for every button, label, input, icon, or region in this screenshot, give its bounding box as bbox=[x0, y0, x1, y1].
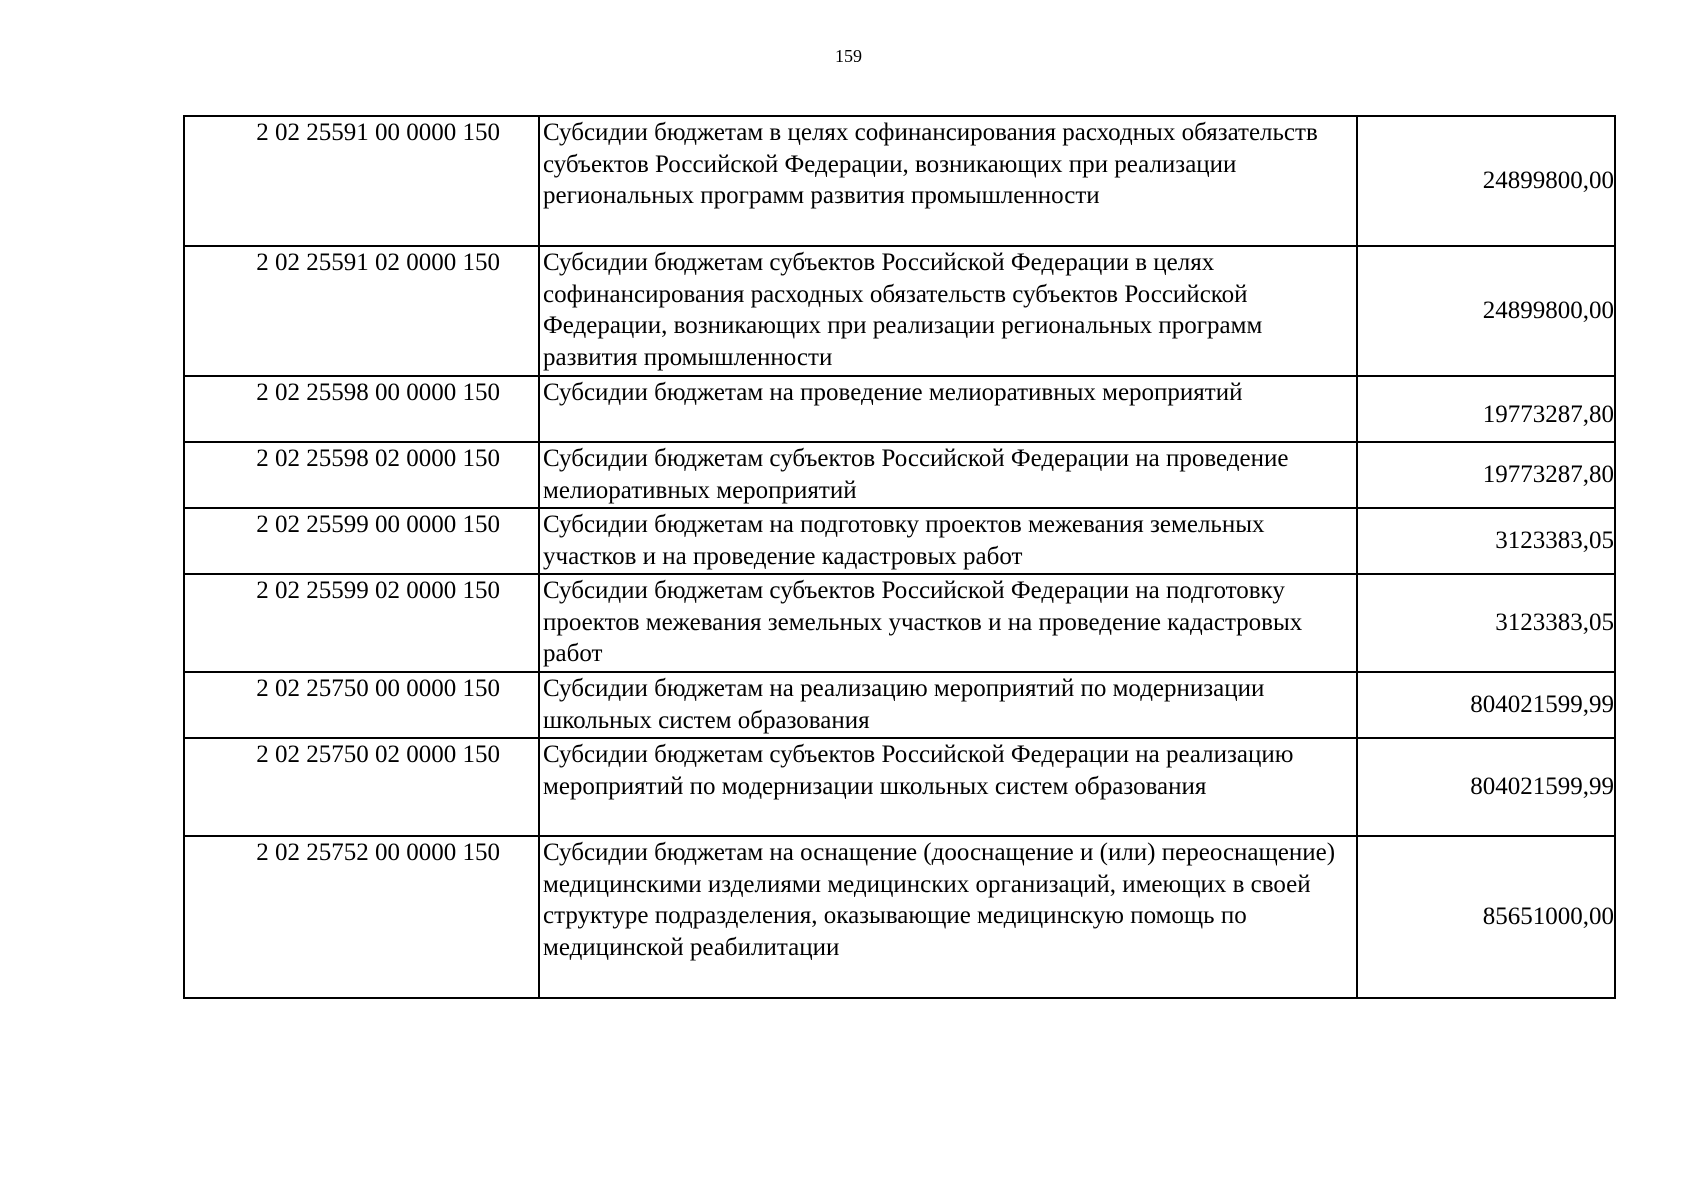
amount-cell: 19773287,80 bbox=[1357, 376, 1615, 442]
revenue-name-cell: Субсидии бюджетам на реализацию мероприятий по модернизации школьных систем образования bbox=[539, 672, 1357, 738]
revenue-name-cell: Субсидии бюджетам субъектов Российской Федерации в целях софинансирования расходных обязательств субъектов Российской Федерации, возникающих при реализации региональных программ развития промышленности bbox=[539, 246, 1357, 376]
revenue-name-cell: Субсидии бюджетам на подготовку проектов межевания земельных участков и на проведение кадастровых работ bbox=[539, 508, 1357, 574]
revenue-name-cell: Субсидии бюджетам субъектов Российской Федерации на реализацию мероприятий по модернизации школьных систем образования bbox=[539, 738, 1357, 836]
budget-code-cell: 2 02 25752 00 0000 150 bbox=[184, 836, 539, 998]
amount-cell: 24899800,00 bbox=[1357, 116, 1615, 246]
table-row bbox=[184, 442, 1615, 508]
table-row bbox=[184, 376, 1615, 442]
amount-cell: 85651000,00 bbox=[1357, 836, 1615, 998]
budget-code-cell: 2 02 25598 02 0000 150 bbox=[184, 442, 539, 508]
revenue-name-cell: Субсидии бюджетам субъектов Российской Федерации на проведение мелиоративных мероприятий bbox=[539, 442, 1357, 508]
budget-code-cell: 2 02 25598 00 0000 150 bbox=[184, 376, 539, 442]
page-number: 159 bbox=[835, 46, 862, 66]
budget-code-cell: 2 02 25599 02 0000 150 bbox=[184, 574, 539, 672]
table-row bbox=[184, 116, 1615, 246]
amount-cell: 19773287,80 bbox=[1357, 442, 1615, 508]
amount-cell: 804021599,99 bbox=[1357, 738, 1615, 836]
table-row bbox=[184, 574, 1615, 672]
amount-cell: 3123383,05 bbox=[1357, 574, 1615, 672]
table-row bbox=[184, 672, 1615, 738]
amount-cell: 24899800,00 bbox=[1357, 246, 1615, 376]
amount-cell: 3123383,05 bbox=[1357, 508, 1615, 574]
budget-code-cell: 2 02 25750 00 0000 150 bbox=[184, 672, 539, 738]
budget-code-cell: 2 02 25750 02 0000 150 bbox=[184, 738, 539, 836]
table-row bbox=[184, 836, 1615, 998]
revenue-name-cell: Субсидии бюджетам субъектов Российской Федерации на подготовку проектов межевания земельных участков и на проведение кадастровых работ bbox=[539, 574, 1357, 672]
revenue-name-cell: Субсидии бюджетам на оснащение (дооснащение и (или) переоснащение) медицинскими изделиями медицинских организаций, имеющих в своей структуре подразделения, оказывающие медицинскую помощь по медицинской реабилитации bbox=[539, 836, 1357, 998]
revenue-name-cell: Субсидии бюджетам на проведение мелиоративных мероприятий bbox=[539, 376, 1357, 442]
budget-code-cell: 2 02 25591 00 0000 150 bbox=[184, 116, 539, 246]
table-row bbox=[184, 738, 1615, 836]
amount-cell: 804021599,99 bbox=[1357, 672, 1615, 738]
budget-code-cell: 2 02 25599 00 0000 150 bbox=[184, 508, 539, 574]
budget-code-cell: 2 02 25591 02 0000 150 bbox=[184, 246, 539, 376]
budget-revenue-table bbox=[183, 115, 1616, 999]
revenue-name-cell: Субсидии бюджетам в целях софинансирования расходных обязательств субъектов Российской Федерации, возникающих при реализации региональных программ развития промышленности bbox=[539, 116, 1357, 246]
table-row bbox=[184, 508, 1615, 574]
table-row bbox=[184, 246, 1615, 376]
